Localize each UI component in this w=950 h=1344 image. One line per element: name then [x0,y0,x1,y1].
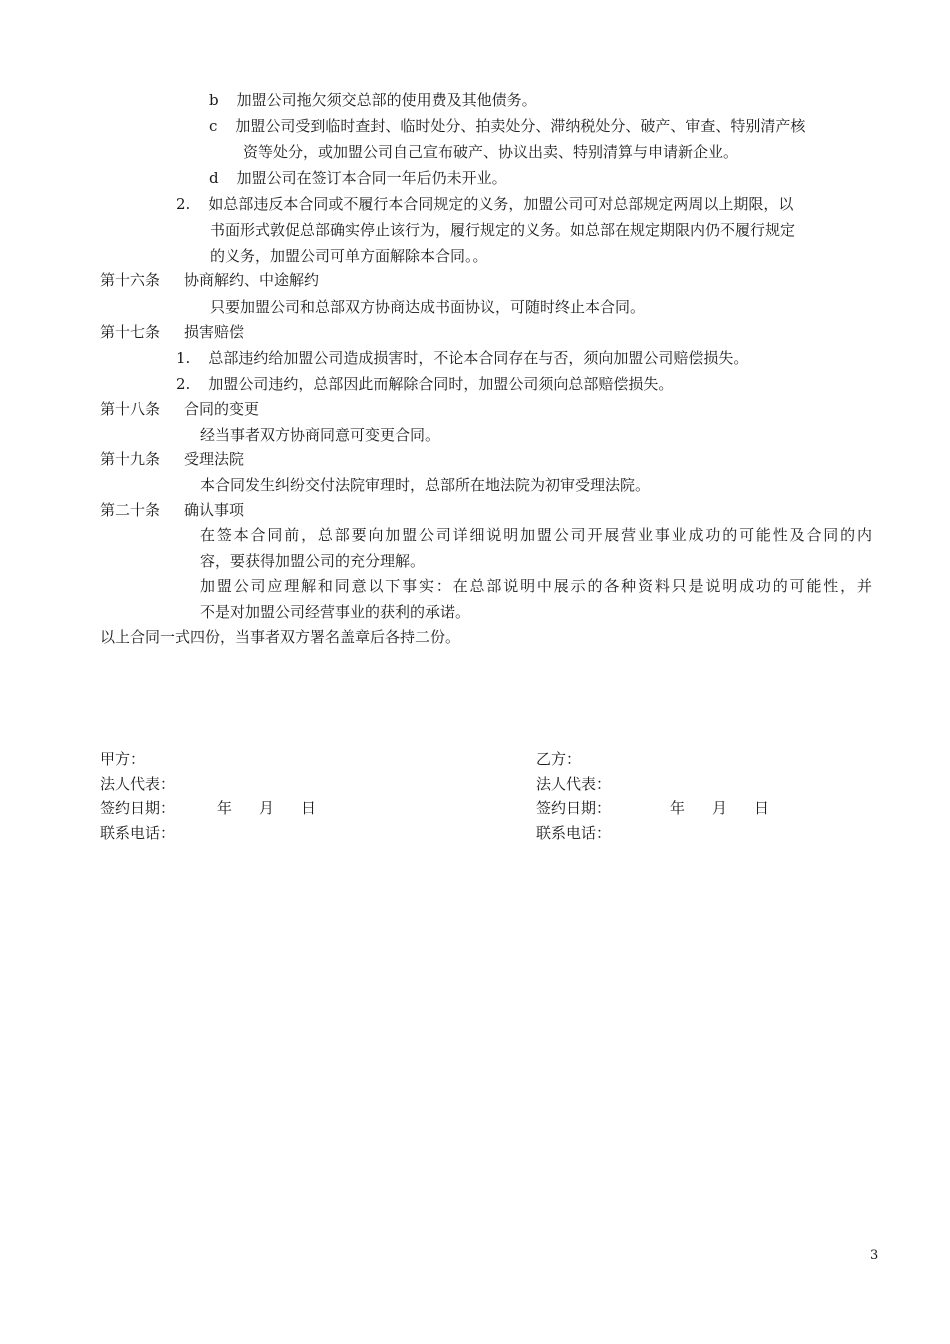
party-a-date-label: 签约日期： [100,799,176,817]
party-b-date-row [536,796,769,821]
article-18-heading [100,396,259,422]
clause-c-text1: 加盟公司受到临时查封、临时处分、拍卖处分、滞纳税处分、破产、审查、特别清产核 [235,117,806,135]
clause-c-text2: 资等处分，或加盟公司自己宣布破产、协议出卖、特别清算与申请新企业。 [243,143,739,161]
article-17-item2-number: 2. [176,375,191,393]
article-17-name: 损害赔偿 [184,323,245,341]
party-b-label: 乙方： [536,750,582,768]
article-20-heading [100,497,244,523]
item2-number: 2. [176,195,191,213]
article-16-body: 只要加盟公司和总部双方协商达成书面协议，可随时终止本合同。 [210,298,646,316]
article-18-title: 第十八条 [100,400,161,418]
article-20-p1-line1: 在签本合同前，总部要向加盟公司详细说明加盟公司开展营业事业成功的可能性及合同的内 [200,526,872,544]
party-b-year: 年 [670,799,686,817]
article-17-item1-number: 1. [176,349,191,367]
article-20-p1-line2: 容，要获得加盟公司的充分理解。 [200,552,426,570]
article-20-p2-line1: 加盟公司应理解和同意以下事实：在总部说明中展示的各种资料只是说明成功的可能性，并 [200,577,872,595]
article-18-body: 经当事者双方协商同意可变更合同。 [200,426,441,444]
item2-line1 [176,191,793,217]
article-19-title: 第十九条 [100,450,161,468]
clause-b-marker: b [209,91,219,109]
clause-c-marker: c [209,117,218,135]
party-a-year: 年 [217,799,233,817]
article-19-heading [100,446,244,472]
item2-text2: 书面形式敦促总部确实停止该行为，履行规定的义务。如总部在规定期限内仍不履行规定 [210,221,796,239]
article-19-body: 本合同发生纠纷交付法院审理时，总部所在地法院为初审受理法院。 [200,476,651,494]
party-b-rep-label: 法人代表： [536,775,612,793]
party-b-day: 日 [754,799,770,817]
item2-text1: 如总部违反本合同或不履行本合同规定的义务，加盟公司可对总部规定两周以上期限，以 [208,195,794,213]
clause-d-text: 加盟公司在签订本合同一年后仍未开业。 [236,169,507,187]
clause-b-text: 加盟公司拖欠须交总部的使用费及其他债务。 [236,91,537,109]
article-17-item1 [176,345,748,371]
clause-c-line1 [209,113,805,139]
party-a-label: 甲方： [100,750,146,768]
article-20-p2-line2: 不是对加盟公司经营事业的获利的承诺。 [200,603,471,621]
party-a-date-row [100,796,316,821]
article-20-name: 确认事项 [184,501,245,519]
clause-d [209,165,507,191]
party-a-rep-label: 法人代表： [100,775,176,793]
article-16-heading [100,267,319,293]
party-b-month: 月 [712,799,728,817]
item2-text3: 的义务，加盟公司可单方面解除本合同。。 [210,247,488,265]
clause-d-marker: d [209,169,219,187]
page-number: 3 [870,1248,879,1263]
article-16-title: 第十六条 [100,271,161,289]
article-18-name: 合同的变更 [184,400,260,418]
closing-statement: 以上合同一式四份，当事者双方署名盖章后各持二份。 [100,628,461,646]
article-17-item2 [176,371,673,397]
article-17-item2-text: 加盟公司违约，总部因此而解除合同时，加盟公司须向总部赔偿损失。 [208,375,674,393]
party-a-month: 月 [259,799,275,817]
article-17-title: 第十七条 [100,323,161,341]
party-a-phone-label: 联系电话： [100,824,176,842]
party-b-phone-label: 联系电话： [536,824,612,842]
article-17-item1-text: 总部违约给加盟公司造成损害时，不论本合同存在与否，须向加盟公司赔偿损失。 [208,349,749,367]
clause-b [209,87,537,113]
article-16-name: 协商解约、中途解约 [184,271,320,289]
article-20-title: 第二十条 [100,501,161,519]
article-19-name: 受理法院 [184,450,245,468]
party-a-day: 日 [301,799,317,817]
article-17-heading [100,319,244,345]
party-b-date-label: 签约日期： [536,799,612,817]
